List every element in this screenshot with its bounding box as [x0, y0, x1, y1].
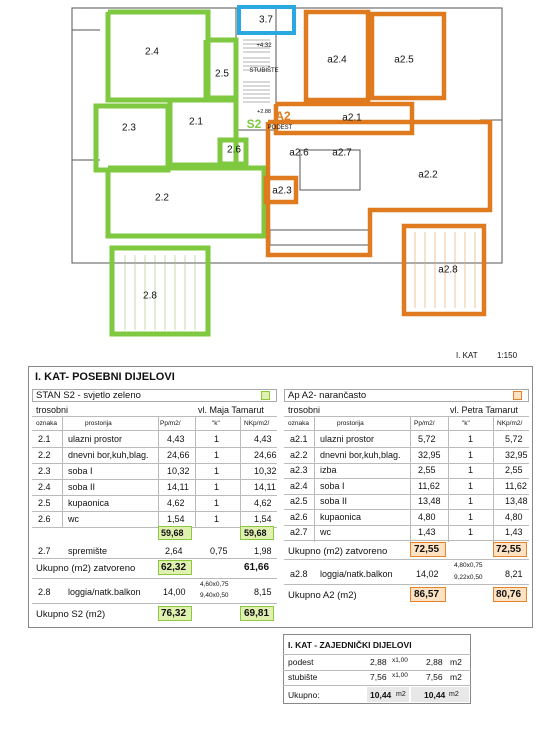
- room-label-2-2: 2.2: [155, 192, 169, 204]
- a2-r28-k2: 9,22x0,50: [454, 574, 483, 581]
- s2-row-pp: 4,43: [167, 434, 185, 444]
- a2-closed-label: Ukupno (m2) zatvoreno: [288, 546, 388, 557]
- s2-col-oznaka: oznaka: [36, 420, 57, 427]
- s2-row-name: kupaonica: [68, 498, 110, 508]
- room-label-a2-6: a2.6: [289, 147, 309, 159]
- s2-trosobni: trosobni: [36, 405, 69, 415]
- s2-row-pp: 1,54: [167, 514, 185, 524]
- a2-total-label: Ukupno A2 (m2): [288, 590, 357, 601]
- s2-row-divider: [32, 479, 277, 480]
- a2-heading: Ap A2- narančasto: [288, 390, 367, 401]
- a2-closed-pp: 72,55: [414, 544, 440, 555]
- s2-r28-pp: 14,00: [163, 587, 186, 597]
- s2-tag: S2: [246, 117, 262, 131]
- a2-row-k: 1: [468, 480, 474, 491]
- a2-row-name: soba I: [320, 480, 345, 491]
- a2-row-id: a2.7: [290, 527, 308, 537]
- podest-level: +2.88: [257, 109, 271, 115]
- a2-total-pp: 86,57: [414, 589, 440, 600]
- s2-col-prostorija: prostorija: [85, 420, 112, 427]
- s2-r27-pp: 2,64: [165, 546, 183, 556]
- s2-r28-nkp: 8,15: [254, 587, 272, 597]
- s2-sum1-nkp: 59,68: [244, 528, 267, 538]
- a2-row-k: 1: [468, 511, 474, 522]
- a2-row-id: a2.1: [290, 434, 308, 444]
- s2-closed-nkp: 61,66: [244, 562, 270, 573]
- common-row-divider: [283, 685, 471, 686]
- common-total-b-unit: m2: [449, 691, 459, 698]
- s2-row-divider: [32, 495, 277, 496]
- stair-label: STUBIŠTE: [249, 68, 279, 74]
- a2-row-k: 1: [468, 449, 474, 460]
- a2-r28-nkp: 8,21: [505, 569, 523, 579]
- common-row-unit: m2: [450, 657, 462, 667]
- a2-row-pp: 5,72: [418, 434, 436, 444]
- s2-col-nkp: NKp/m2/: [244, 420, 270, 427]
- a2-r28-name: loggia/natk.balkon: [320, 569, 393, 579]
- stair-top-label: 3.7: [259, 14, 273, 26]
- a2-row-nkp: 32,95: [505, 449, 528, 460]
- a2-row-id: a2.2: [290, 449, 308, 460]
- s2-r27-name: spremište: [68, 546, 108, 556]
- a2-row-pp: 4,80: [418, 511, 436, 522]
- room-label-2-8: 2.8: [143, 290, 157, 302]
- a2-trosobni: trosobni: [288, 405, 321, 415]
- room-label-a2-1: a2.1: [342, 112, 362, 124]
- a2-row-pp: 32,95: [418, 449, 441, 460]
- a2-r28-k1: 4,80x0,75: [454, 562, 483, 569]
- s2-closed-label: Ukupno (m2) zatvoreno: [36, 563, 136, 574]
- a2-row-nkp: 2,55: [505, 465, 523, 475]
- s2-r28-name: loggia/natk.balkon: [68, 587, 141, 597]
- s2-row-nkp: 10,32: [254, 466, 277, 476]
- room-label-2-1: 2.1: [189, 116, 203, 128]
- scale-value: 1:150: [497, 351, 518, 360]
- a2-col-oznaka: oznaka: [288, 420, 309, 427]
- s2-row-name: soba I: [68, 466, 93, 476]
- a2-col-nkp: NKp/m2/: [497, 420, 523, 427]
- common-row-mul: x1,00: [392, 672, 408, 679]
- s2-row-divider: [32, 511, 277, 512]
- s2-row-k: 1: [214, 450, 220, 460]
- s2-row-divider: [32, 447, 277, 448]
- s2-heading: STAN S2 - svjetlo zeleno: [36, 390, 141, 401]
- a2-total-nkp: 80,76: [496, 589, 522, 600]
- a2-row-pp: 11,62: [418, 480, 440, 491]
- common-row-name: stubište: [288, 672, 318, 682]
- s2-row-name: ulazni prostor: [68, 434, 123, 444]
- s2-row-k: 1: [214, 434, 220, 444]
- a2-row-name: ulazni prostor: [320, 434, 375, 444]
- common-row-unit: m2: [450, 672, 462, 682]
- table-title: I. KAT- POSEBNI DIJELOVI: [35, 371, 175, 383]
- scale-floor: I. KAT: [456, 351, 478, 360]
- s2-row-k: 1: [214, 498, 220, 508]
- s2-row-pp: 4,62: [167, 498, 185, 508]
- s2-row-pp: 10,32: [167, 466, 190, 476]
- a2-row-nkp: 1,43: [505, 527, 523, 537]
- s2-row-nkp: 24,66: [254, 450, 277, 460]
- a2-row-k: 1: [468, 527, 474, 537]
- room-label-2-4: 2.4: [145, 46, 159, 58]
- a2-col-pp: Pp/m2/: [414, 420, 435, 427]
- common-total-b: 10,44: [424, 690, 446, 700]
- a2-closed-nkp: 72,55: [496, 544, 522, 555]
- s2-r27-nkp: 1,98: [254, 546, 272, 556]
- s2-outline: [96, 12, 264, 334]
- a2-row-name: dnevni bor,kuh,blag.: [320, 449, 401, 460]
- s2-row-name: dnevni bor,kuh,blag.: [68, 450, 149, 460]
- room-label-2-5: 2.5: [215, 68, 229, 80]
- a2-row-pp: 2,55: [418, 465, 436, 475]
- s2-closed-pp: 62,32: [161, 562, 187, 573]
- a2-r28-id: a2.8: [290, 569, 308, 579]
- s2-owner: vl. Maja Tamarut: [198, 405, 264, 415]
- s2-r27-k: 0,75: [210, 546, 228, 556]
- a2-row-nkp: 4,80: [505, 511, 523, 522]
- a2-color-swatch: [513, 391, 522, 400]
- floor-plan: [0, 0, 547, 345]
- s2-r28-k2: 9,40x0,50: [200, 592, 229, 599]
- a2-r28-pp: 14,02: [416, 569, 439, 579]
- s2-row-name: soba II: [68, 482, 96, 492]
- a2-row-name: soba II: [320, 496, 348, 506]
- room-label-2-6: 2.6: [227, 144, 241, 156]
- a2-row-divider: [284, 463, 529, 464]
- a2-row-name: wc: [320, 527, 331, 537]
- common-row-a: 7,56: [370, 672, 387, 682]
- room-label-a2-8: a2.8: [438, 264, 458, 276]
- a2-row-nkp: 5,72: [505, 434, 523, 444]
- common-row-name: podest: [288, 657, 314, 667]
- a2-row-k: 1: [468, 434, 474, 444]
- common-row-b: 2,88: [426, 657, 443, 667]
- a2-row-pp: 1,43: [418, 527, 436, 537]
- podest-label: PODEST: [267, 125, 293, 131]
- common-title: I. KAT - ZAJEDNIČKI DIJELOVI: [288, 640, 412, 650]
- room-label-a2-2: a2.2: [418, 169, 438, 181]
- s2-col-k: "k": [212, 420, 220, 427]
- s2-row-id: 2.4: [38, 482, 51, 492]
- room-label-a2-7: a2.7: [332, 147, 352, 159]
- s2-row-pp: 14,11: [167, 482, 189, 492]
- s2-row-k: 1: [214, 514, 220, 524]
- s2-total-nkp: 69,81: [244, 608, 270, 619]
- a2-owner: vl. Petra Tamarut: [450, 405, 518, 415]
- s2-row-k: 1: [214, 482, 220, 492]
- s2-row-pp: 24,66: [167, 450, 190, 460]
- common-row-b: 7,56: [426, 672, 443, 682]
- a2-tag: A2: [275, 109, 291, 123]
- s2-row-id: 2.6: [38, 514, 51, 524]
- s2-row-id: 2.3: [38, 466, 51, 476]
- a2-row-divider: [284, 494, 529, 495]
- s2-row-nkp: 4,43: [254, 434, 272, 444]
- s2-col-pp: Pp/m2/: [160, 420, 181, 427]
- a2-row-divider: [284, 478, 529, 479]
- a2-row-name: kupaonica: [320, 511, 362, 522]
- stair-level-mark: +4.32: [256, 43, 272, 49]
- common-row-a: 2,88: [370, 657, 387, 667]
- s2-r28-k1: 4,60x0,75: [200, 581, 229, 588]
- s2-row-divider: [32, 463, 277, 464]
- common-row-mul: x1,00: [392, 657, 408, 664]
- s2-r28-id: 2.8: [38, 587, 51, 597]
- s2-row-k: 1: [214, 466, 220, 476]
- s2-row-id: 2.5: [38, 498, 51, 508]
- room-label-a2-4: a2.4: [327, 54, 347, 66]
- a2-row-id: a2.4: [290, 480, 308, 491]
- s2-r27-id: 2.7: [38, 546, 51, 556]
- s2-row-nkp: 1,54: [254, 514, 272, 524]
- common-total-a: 10,44: [370, 690, 392, 700]
- room-label-2-3: 2.3: [122, 122, 136, 134]
- a2-row-id: a2.3: [290, 465, 308, 475]
- s2-row-nkp: 4,62: [254, 498, 272, 508]
- a2-row-nkp: 13,48: [505, 496, 528, 506]
- common-total-a-unit: m2: [396, 691, 406, 698]
- s2-color-swatch: [261, 391, 270, 400]
- floor-plan-drawing: [0, 0, 547, 345]
- s2-row-id: 2.1: [38, 434, 51, 444]
- a2-row-divider: [284, 509, 529, 510]
- a2-col-k: "k": [462, 420, 470, 427]
- common-row-divider: [283, 670, 471, 671]
- s2-row-name: wc: [68, 514, 79, 524]
- s2-row-nkp: 14,11: [254, 482, 276, 492]
- s2-total-pp: 76,32: [161, 608, 187, 619]
- a2-row-pp: 13,48: [418, 496, 441, 506]
- s2-total-label: Ukupno S2 (m2): [36, 609, 106, 620]
- a2-row-k: 1: [468, 496, 474, 506]
- room-label-a2-3: a2.3: [272, 185, 292, 197]
- s2-sum1-pp: 59,68: [161, 528, 184, 538]
- a2-row-nkp: 11,62: [505, 480, 527, 491]
- common-total-label: Ukupno:: [288, 690, 320, 700]
- s2-row-id: 2.2: [38, 450, 51, 460]
- a2-row-name: izba: [320, 465, 337, 475]
- room-label-a2-5: a2.5: [394, 54, 414, 66]
- a2-col-prostorija: prostorija: [337, 420, 364, 427]
- a2-row-divider: [284, 540, 529, 541]
- a2-row-divider: [284, 525, 529, 526]
- a2-row-k: 1: [468, 465, 474, 475]
- a2-row-id: a2.5: [290, 496, 308, 506]
- a2-row-id: a2.6: [290, 511, 308, 522]
- a2-row-divider: [284, 447, 529, 448]
